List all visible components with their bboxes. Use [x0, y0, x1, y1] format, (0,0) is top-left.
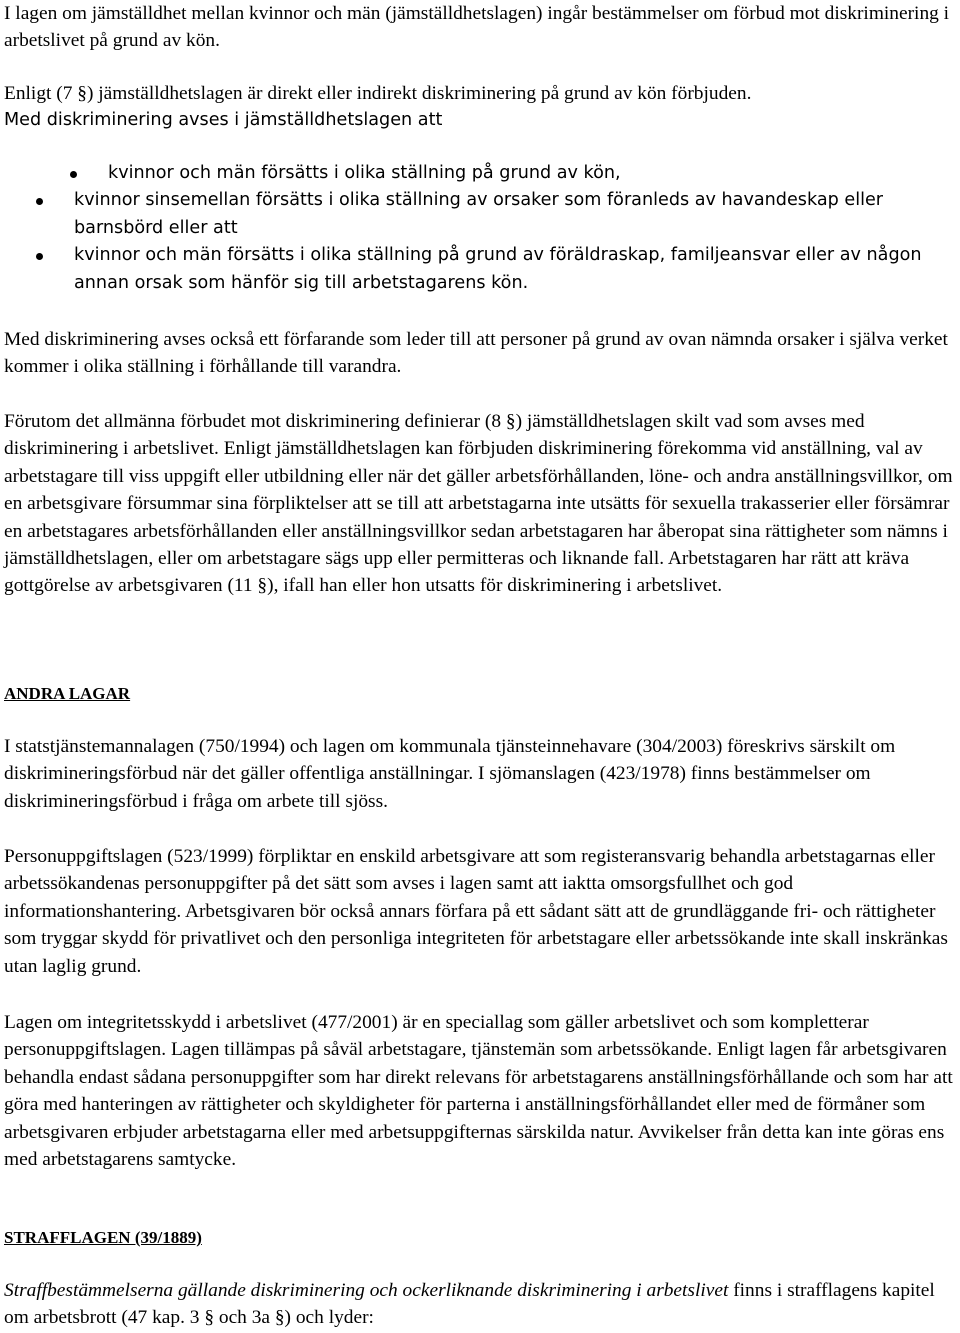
heading-strafflagen: STRAFFLAGEN (39/1889) [4, 1228, 202, 1247]
bullet-icon [36, 253, 43, 260]
list-item-text: kvinnor och män försätts i olika ställning på grund av kön, [108, 163, 621, 183]
list-item-text: kvinnor sinsemellan försätts i olika ställning av orsaker som föranleds av havandeskap eller barnsbörd eller att [74, 190, 884, 238]
penal-code-text: finns i strafflagens kapitel om arbetsbrott (47 kap. 3 § och 3a §) och lyder: [4, 1280, 935, 1329]
bullet-icon [36, 198, 43, 205]
list-item [0, 242, 960, 297]
list-item [0, 160, 960, 187]
paragraph-intro: I lagen om jämställdhet mellan kvinnor och män (jämställdhetslagen) ingår bestämmelser om förbud mot diskriminering i arbetslivet på grund av kön. [4, 3, 950, 52]
paragraph-indirect: Med diskriminering avses också ett förfarande som leder till att personer på grund av ovan nämnda orsaker i själva verket kommer i olika ställning i förhållande till varandra. [4, 329, 948, 378]
paragraph-section-8: Förutom det allmänna förbudet mot diskriminering definierar (8 §) jämställdhetslagen skilt vad som avses med diskriminering i arbetslivet. Enligt jämställdhetslagen kan förbjuden diskriminering förekomma vid anställning, val av arbetstagare till viss uppgift eller utbildning eller när det gäller arbetsförhållanden, löne- och andra anställningsvillkor, om en arbetsgivare försummar sina förpliktelser att se till att arbetstagarna inte utsätts för sexuella trakasserier eller försämrar en arbetstagares arbetsförhållanden eller anställningsvillkor sedan arbetstagaren har åberopat sina rättigheter som nämns i jämställdhetslagen, eller om arbetstagare sägs upp eller permitteras och liknande fall. Arbetstagaren har rätt att kräva gottgörelse av arbetsgivaren (11 §), ifall han eller hon utsatts för diskriminering i arbetslivet. [4, 411, 953, 597]
paragraph-penal-code [4, 1277, 956, 1332]
list-item-text: kvinnor och män försätts i olika ställning på grund av föräldraskap, familjeansvar eller av någon annan orsak som hänför sig till arbetstagarens kön. [74, 245, 922, 293]
paragraph-section-7 [4, 80, 956, 135]
bullet-icon [70, 171, 77, 178]
paragraph-personal-data: Personuppgiftslagen (523/1999) förpliktar en enskild arbetsgivare att som registeransvarig behandla arbetstagarnas eller arbetssökandenas personuppgifter på det sätt som avses i lagen samt att iaktta omsorgsfullhet och god informationshantering. Arbetsgivaren bör också annars förfara på ett sådant sätt att de grundläggande fri- och rättigheter som tryggar skydd för privatlivet och den personliga integriteten för arbetstagare eller arbetssökande inte skall inskränkas utan laglig grund. [4, 846, 948, 977]
paragraph-section-7-text: Enligt (7 §) jämställdhetslagen är direkt eller indirekt diskriminering på grund av kön förbjuden. [4, 83, 752, 104]
penal-code-italic-text: Straffbestämmelserna gällande diskriminering och ockerliknande diskriminering i arbetslivet [4, 1280, 729, 1301]
paragraph-definition-lead: Med diskriminering avses i jämställdhetslagen att [4, 110, 443, 131]
list-item [0, 187, 960, 242]
heading-andra-lagar: ANDRA LAGAR [4, 684, 131, 703]
paragraph-privacy-act: Lagen om integritetsskydd i arbetslivet (477/2001) är en speciallag som gäller arbetslivet och som kompletterar personuppgiftslagen. Lagen tillämpas på såväl arbetstagare, tjänstemän som arbetssökande. Enligt lagen får arbetsgivaren behandla endast sådana personuppgifter som har direkt relevans för arbetstagarens anställningsförhållande och som har att göra med hanteringen av rättigheter och skyldigheter för parterna i anställningsförhållandet eller med de förmåner som arbetsgivaren erbjuder arbetstagarna eller med arbetsuppgifternas särskilda natur. Avvikelser från detta kan inte göras ens med arbetstagarens samtycke. [4, 1012, 953, 1171]
paragraph-public-employment: I statstjänstemannalagen (750/1994) och lagen om kommunala tjänsteinnehavare (304/2003) föreskrivs särskilt om diskrimineringsförbud när det gäller offentliga anställningar. I sjömanslagen (423/1978) finns bestämmelser om diskrimineringsförbud i fråga om arbete till sjöss. [4, 736, 896, 812]
definition-bullet-list [0, 160, 960, 297]
